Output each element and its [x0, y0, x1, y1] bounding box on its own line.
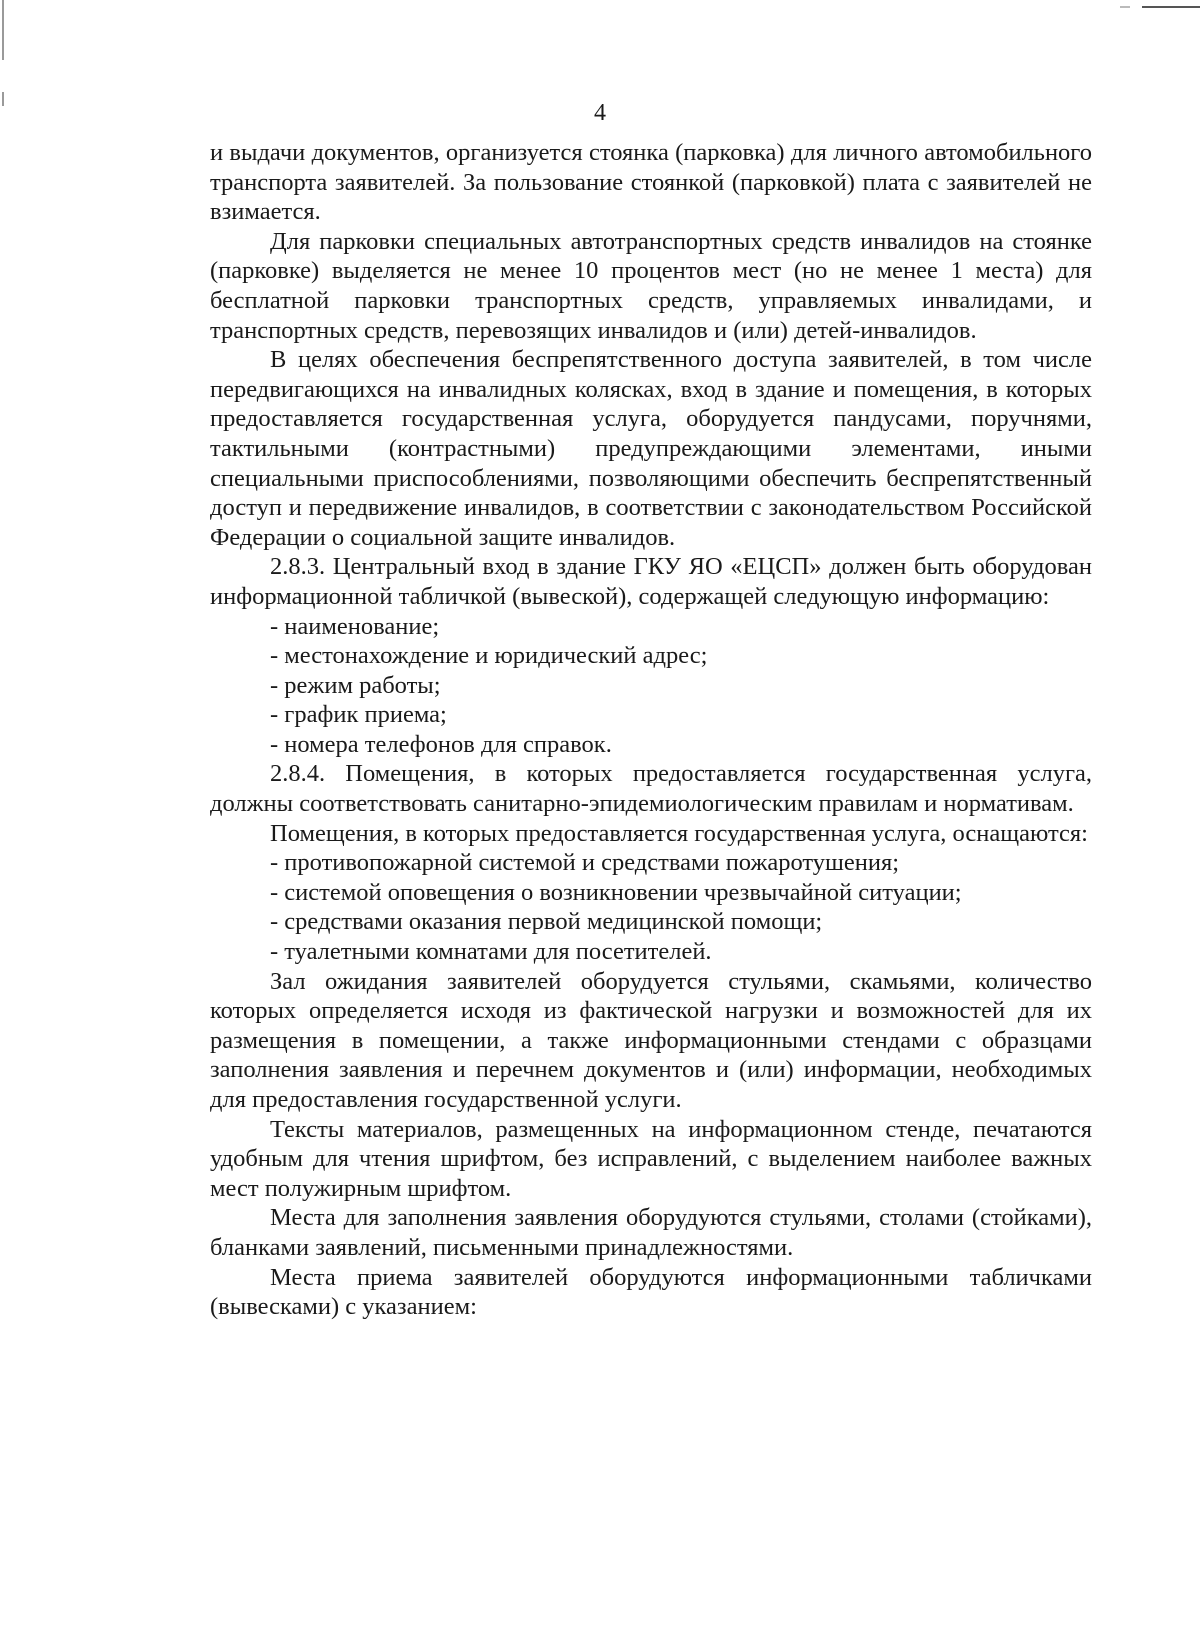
list-item: - туалетными комнатами для посетителей. [270, 938, 712, 966]
paragraph: Места для заполнения заявления оборудуются стульями, столами (стойками), бланками заявлений, письменными принадлежностями. [210, 1204, 1092, 1261]
paragraph: В целях обеспечения беспрепятственного доступа заявителей, в том числе передвигающихся на инвалидных колясках, вход в здание и помещения, в которых предоставляется государственная услуга, оборудуется пандусами, поручнями, тактильными (контрастными) предупреждающими элементами, иными специальными приспособлениями, позволяющими обеспечить беспрепятственный доступ и передвижение инвалидов, в соответствии с законодательством Российской Федерации о социальной защите инвалидов. [210, 346, 1092, 551]
list-item: - противопожарной системой и средствами пожаротушения; [270, 849, 900, 877]
list-item: - системой оповещения о возникновении чрезвычайной ситуации; [270, 878, 962, 906]
list-item: - местонахождение и юридический адрес; [270, 642, 708, 670]
list-item: - наименование; [270, 612, 440, 640]
list-item: - режим работы; [270, 671, 441, 699]
document-body [210, 138, 1092, 1322]
list-item: - средствами оказания первой медицинской помощи; [270, 908, 823, 936]
page-number: 4 [594, 100, 606, 126]
paragraph: Помещения, в которых предоставляется государственная услуга, оснащаются: [270, 819, 1088, 847]
paragraph: Зал ожидания заявителей оборудуется стульями, скамьями, количество которых определяется исходя из фактической нагрузки и возможностей для их размещения в помещении, а также информационными стендами с образцами заполнения заявления и перечнем документов и (или) информации, необходимых для предоставления государственной услуги. [210, 967, 1092, 1113]
paragraph: 2.8.4. Помещения, в которых предоставляется государственная услуга, должны соответствовать санитарно-эпидемиологическим правилам и нормативам. [210, 760, 1092, 818]
paragraph: Для парковки специальных автотранспортных средств инвалидов на стоянке (парковке) выделяется не менее 10 процентов мест (но не менее 1 места) для бесплатной парковки транспортных средств, управляемых инвалидами, и транспортных средств, перевозящих инвалидов и (или) детей-инвалидов. [210, 227, 1092, 344]
list-item: - график приема; [270, 701, 447, 729]
scan-edge-mark [1142, 6, 1200, 8]
paragraph: Места приема заявителей оборудуются информационными табличками (вывесками) с указанием: [210, 1263, 1092, 1321]
paragraph: 2.8.3. Центральный вход в здание ГКУ ЯО «ЕЦСП» должен быть оборудован информационной табличкой (вывеской), содержащей следующую информацию: [210, 553, 1092, 610]
paragraph: Тексты материалов, размещенных на информационном стенде, печатаются удобным для чтения шрифтом, без исправлений, с выделением наиболее важных мест полужирным шрифтом. [210, 1115, 1092, 1202]
list-item: - номера телефонов для справок. [270, 730, 612, 758]
scan-edge-mark [1120, 6, 1130, 8]
paragraph: и выдачи документов, организуется стоянка (парковка) для личного автомобильного транспорта заявителей. За пользование стоянкой (парковкой) плата с заявителей не взимается. [210, 139, 1092, 226]
scan-edge-mark [2, 0, 4, 60]
